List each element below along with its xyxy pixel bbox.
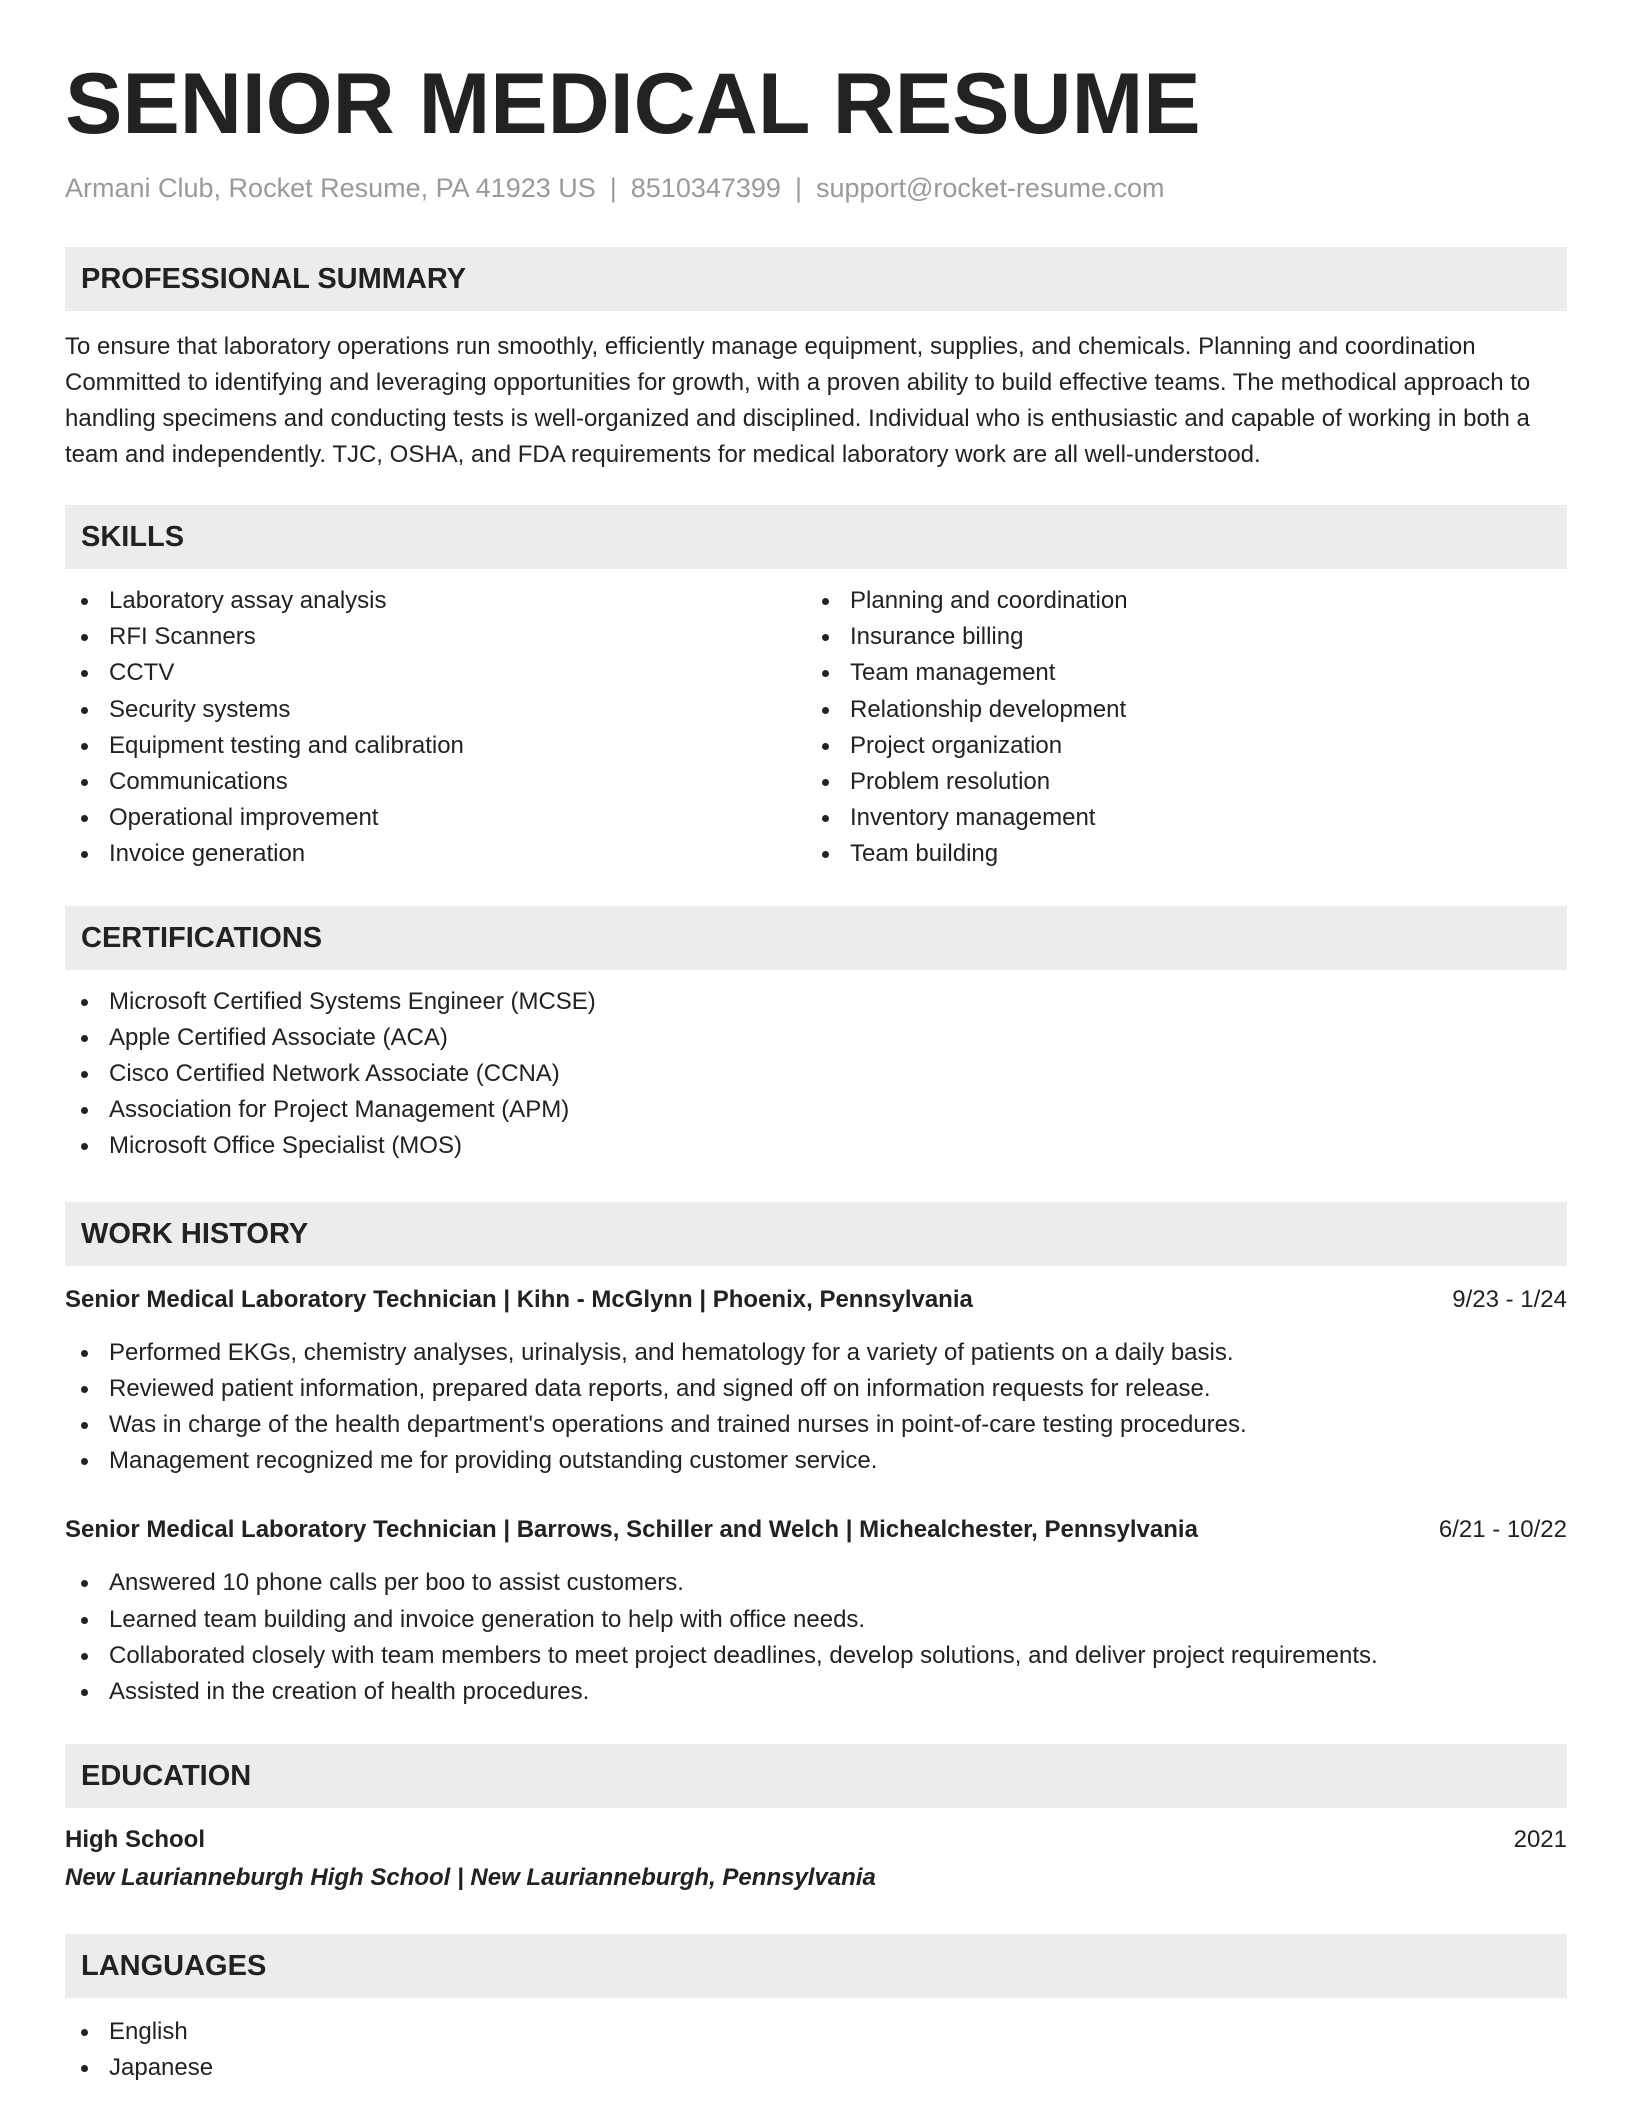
- skill-item: CCTV: [65, 655, 806, 691]
- job-entry: [65, 1512, 1567, 1710]
- skill-item: Communications: [65, 764, 806, 800]
- job-dates: 6/21 - 10/22: [1438, 1516, 1567, 1544]
- skill-item: Team management: [806, 655, 1547, 691]
- contact-separator: |: [609, 173, 617, 203]
- job-dates: 9/23 - 1/24: [1452, 1285, 1567, 1313]
- skill-item: Team building: [806, 836, 1547, 872]
- job-bullet: Answered 10 phone calls per boo to assist customers.: [65, 1565, 1567, 1601]
- language-item: Japanese: [65, 2050, 1567, 2086]
- skill-item: Equipment testing and calibration: [65, 728, 806, 764]
- skill-item: Operational improvement: [65, 800, 806, 836]
- skill-item: Inventory management: [806, 800, 1547, 836]
- skill-item: RFI Scanners: [65, 619, 806, 655]
- skill-item: Project organization: [806, 728, 1547, 764]
- skill-item: Insurance billing: [806, 619, 1547, 655]
- skill-item: Planning and coordination: [806, 583, 1547, 619]
- education-school: New Laurianneburgh High School | New Laurianneburgh, Pennsylvania: [65, 1864, 876, 1892]
- section-header-summary: PROFESSIONAL SUMMARY: [65, 247, 1567, 311]
- job-header: [65, 1512, 1567, 1548]
- education-year: 2021: [1513, 1826, 1567, 1854]
- skills-list-right: [806, 583, 1547, 873]
- skills-grid: [65, 583, 1567, 873]
- languages-list: [65, 2014, 1567, 2086]
- section-header-languages: LANGUAGES: [65, 1934, 1567, 1998]
- certification-item: Apple Certified Associate (ACA): [65, 1020, 1567, 1056]
- skills-list-left: [65, 583, 806, 873]
- job-bullet: Was in charge of the health department's operations and trained nurses in point-of-care testing procedures.: [65, 1407, 1567, 1443]
- skill-item: Laboratory assay analysis: [65, 583, 806, 619]
- skill-item: Security systems: [65, 692, 806, 728]
- section-header-skills: SKILLS: [65, 505, 1567, 569]
- education-entry: [65, 1822, 1567, 1896]
- education-degree: High School: [65, 1826, 205, 1854]
- skill-item: Invoice generation: [65, 836, 806, 872]
- job-bullets: [65, 1335, 1567, 1480]
- contact-address: Armani Club, Rocket Resume, PA 41923 US: [65, 173, 596, 203]
- job-header: [65, 1282, 1567, 1318]
- contact-phone: 8510347399: [630, 173, 781, 203]
- resume-title: SENIOR MEDICAL RESUME: [65, 56, 1201, 152]
- job-entry: [65, 1282, 1567, 1480]
- section-header-certifications: CERTIFICATIONS: [65, 906, 1567, 970]
- certification-item: Cisco Certified Network Associate (CCNA): [65, 1056, 1567, 1092]
- contact-email: support@rocket-resume.com: [815, 173, 1165, 203]
- summary-text: To ensure that laboratory operations run smoothly, efficiently manage equipment, supplies, and chemicals. Planning and coordination Committed to identifying and leveraging opportunities for growth, with a proven ability to build effective teams. The methodical approach to handling specimens and conducting tests is well-organized and disciplined. Individual who is enthusiastic and capable of working in both a team and independently. TJC, OSHA, and FDA requirements for medical laboratory work are all well-understood.: [65, 333, 1531, 468]
- job-bullet: Learned team building and invoice generation to help with office needs.: [65, 1602, 1567, 1638]
- contact-separator: |: [794, 173, 802, 203]
- section-header-education: EDUCATION: [65, 1744, 1567, 1808]
- job-bullet: Collaborated closely with team members to meet project deadlines, develop solutions, and deliver project requirements.: [65, 1638, 1567, 1674]
- job-title: Senior Medical Laboratory Technician | Kihn - McGlynn | Phoenix, Pennsylvania: [65, 1285, 973, 1313]
- job-bullets: [65, 1565, 1567, 1710]
- job-bullet: Management recognized me for providing outstanding customer service.: [65, 1443, 1567, 1479]
- skill-item: Problem resolution: [806, 764, 1547, 800]
- language-item: English: [65, 2014, 1567, 2050]
- skill-item: Relationship development: [806, 692, 1547, 728]
- certifications-list: [65, 984, 1567, 1165]
- education-header: [65, 1822, 1567, 1858]
- job-title: Senior Medical Laboratory Technician | Barrows, Schiller and Welch | Michealchester, Pennsylvania: [65, 1516, 1198, 1544]
- certification-item: Microsoft Office Specialist (MOS): [65, 1128, 1567, 1164]
- job-bullet: Reviewed patient information, prepared data reports, and signed off on information requests for release.: [65, 1371, 1567, 1407]
- job-bullet: Assisted in the creation of health procedures.: [65, 1674, 1567, 1710]
- job-bullet: Performed EKGs, chemistry analyses, urinalysis, and hematology for a variety of patients on a daily basis.: [65, 1335, 1567, 1371]
- section-header-work-history: WORK HISTORY: [65, 1202, 1567, 1266]
- certification-item: Association for Project Management (APM): [65, 1092, 1567, 1128]
- contact-line: [65, 170, 1567, 206]
- certification-item: Microsoft Certified Systems Engineer (MCSE): [65, 984, 1567, 1020]
